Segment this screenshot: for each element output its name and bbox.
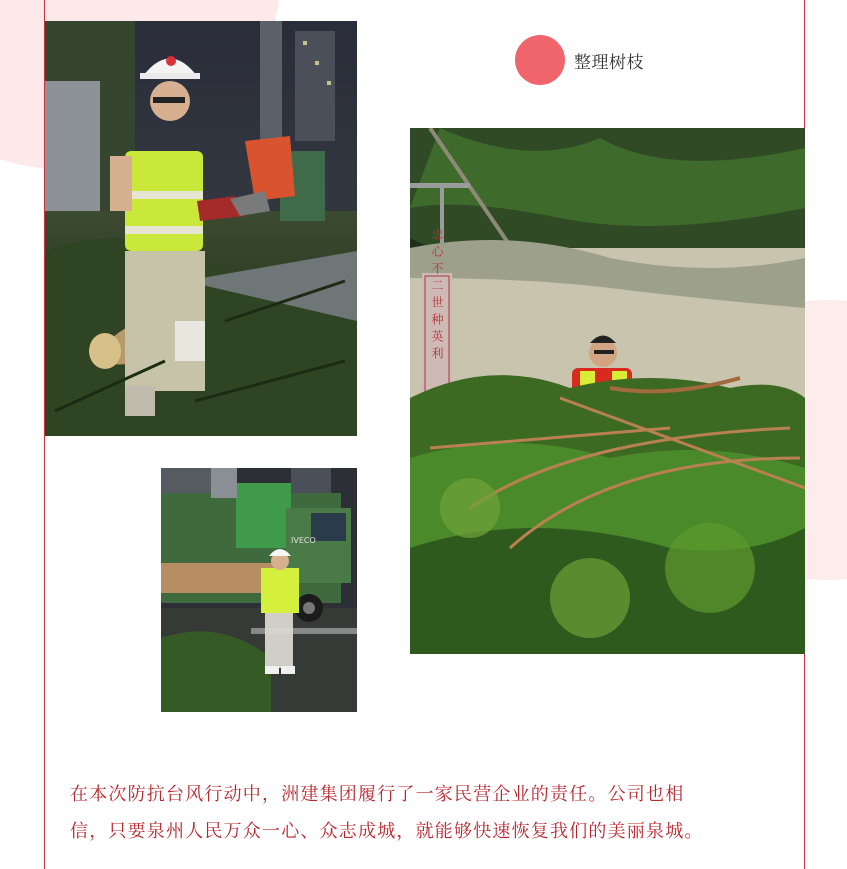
truck-logo-text: IVECO (291, 536, 316, 545)
photo-worker-cutting-branch (45, 21, 357, 436)
paragraph-line: 在本次防抗台风行动中，洲建集团履行了一家民营企业的责任。公司也相 (70, 784, 685, 805)
section-header (515, 35, 644, 85)
photo-branch-pile (410, 128, 805, 654)
wall-sign-text: 忠心不二世种英利 (430, 228, 444, 364)
paragraph-line: 信，只要泉州人民万众一心、众志成城，就能够快速恢复我们的美丽泉城。 (70, 821, 704, 842)
photo-truck-cleanup (161, 468, 357, 712)
dot-icon (515, 35, 565, 85)
section-title: 整理树枝 (574, 52, 644, 73)
body-paragraph (70, 776, 790, 850)
